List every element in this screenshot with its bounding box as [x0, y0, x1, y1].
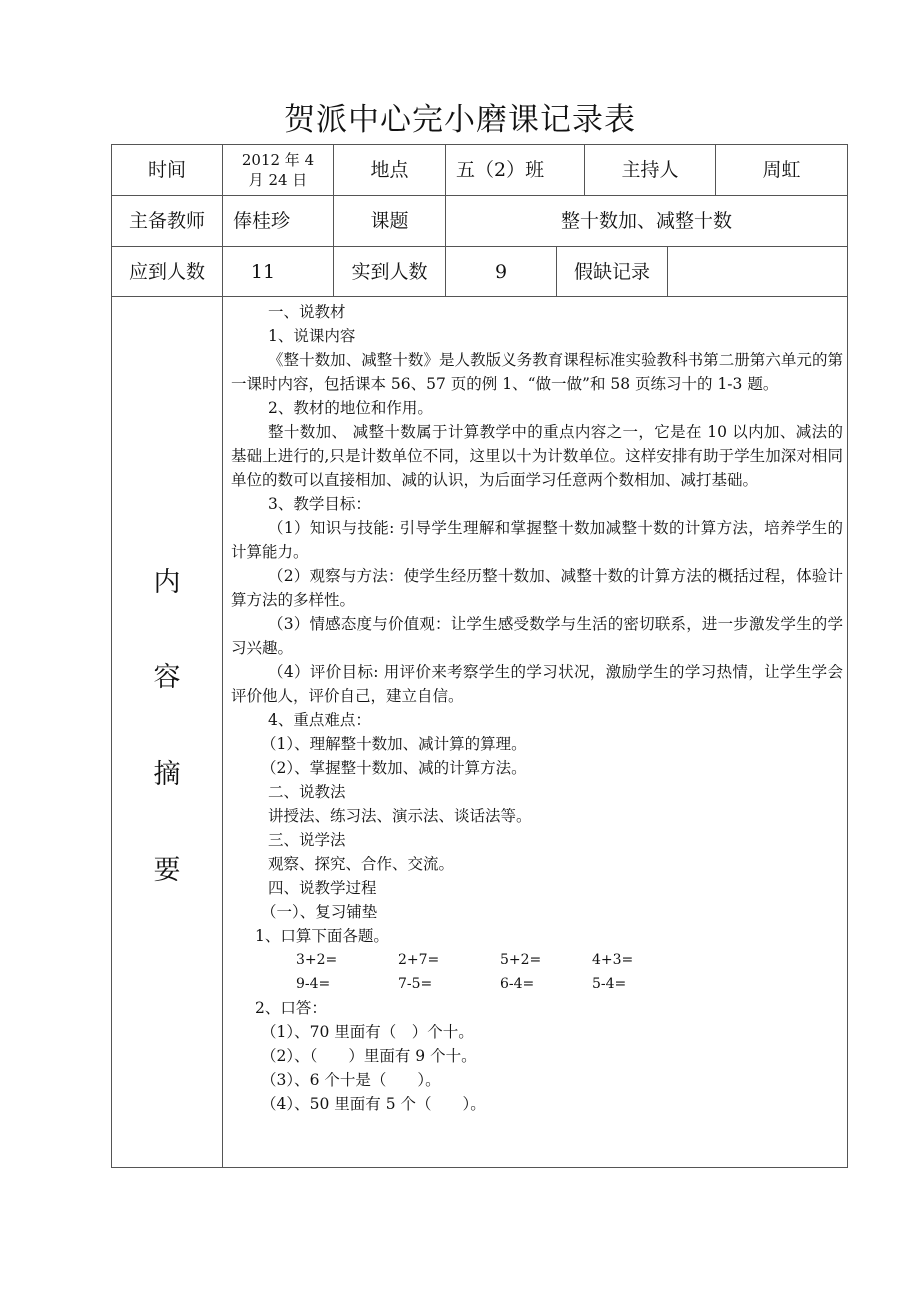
- exercise-heading: 2、口答：: [255, 999, 327, 1017]
- section-heading: 三、说学法: [268, 831, 346, 849]
- subsection-heading: 1、说课内容: [268, 327, 356, 345]
- place-value: 五（2）班: [456, 159, 545, 181]
- host-label: 主持人: [621, 159, 679, 181]
- goal-item: （3）情感态度与价值观：让学生感受数学与生活的密切联系，进一步激发学生的学习兴趣。: [231, 615, 843, 657]
- document-title: 贺派中心完小磨课记录表: [284, 102, 636, 138]
- calc-item: 2+7=: [398, 952, 440, 968]
- section-heading: 二、说教法: [268, 783, 346, 801]
- exercise-heading: 1、口算下面各题。: [255, 927, 389, 945]
- paragraph: 整十数加、 减整十数属于计算教学中的重点内容之一，它是在 10 以内加、减法的基础上进行的,只是计数单位不同，这里以十为计数单位。这样安排有助于学生加深对相同单位的数可以直接相加、减的认识，为后面学习任意两个数相加、减打基础。: [231, 423, 843, 489]
- section-heading: 四、说教学过程: [268, 879, 377, 897]
- calc-item: 9-4=: [296, 976, 331, 992]
- absence-value: [668, 247, 847, 296]
- summary-label-char: 内: [153, 567, 181, 598]
- actual-count-label: 实到人数: [351, 260, 428, 283]
- oral-question: （2）、（ ）里面有 9 个十。: [261, 1047, 477, 1065]
- absence-label: 假缺记录: [573, 260, 650, 283]
- topic-value: 整十数加、减整十数: [560, 210, 732, 232]
- place-label: 地点: [370, 159, 409, 181]
- subsection-heading: （一）、复习铺垫: [261, 903, 378, 921]
- time-label: 时间: [147, 159, 186, 181]
- subsection-heading: 3、教学目标：: [268, 495, 371, 513]
- summary-content: [231, 300, 843, 1116]
- actual-count-value: 9: [494, 260, 508, 283]
- expected-count-label: 应到人数: [128, 260, 205, 283]
- goal-item: （1）知识与技能: 引导学生理解和掌握整十数加减整十数的计算方法，培养学生的计算能力。: [231, 519, 843, 561]
- section-heading: 一、说教材: [268, 303, 346, 321]
- key-point-item: （1）、理解整十数加、减计算的算理。: [261, 735, 527, 753]
- col-divider: [222, 144, 223, 1168]
- calc-row: [231, 972, 843, 996]
- date-text: [242, 150, 314, 190]
- expected-count-value: 11: [250, 260, 276, 283]
- oral-question: （3）、6 个十是（ ）。: [261, 1071, 441, 1089]
- teacher-label: 主备教师: [128, 210, 205, 232]
- summary-label-char: 要: [153, 855, 181, 886]
- host-value: 周虹: [762, 159, 801, 181]
- table-border-right: [847, 144, 848, 1168]
- calc-item: 5+2=: [500, 952, 542, 968]
- calc-item: 4+3=: [592, 952, 634, 968]
- key-point-item: （2）、掌握整十数加、减的计算方法。: [261, 759, 527, 777]
- paragraph: 《整十数加、减整十数》是人教版义务教育课程标准实验教科书第二册第六单元的第一课时内容，包括课本 56、57 页的例 1、“做一做”和 58 页练习十的 1-3 题。: [231, 351, 843, 393]
- time-value: [223, 145, 333, 195]
- paragraph: 观察、探究、合作、交流。: [268, 855, 455, 873]
- summary-label-char: 摘: [153, 759, 181, 790]
- calc-item: 5-4=: [592, 976, 627, 992]
- goal-item: （2）观察与方法：使学生经历整十数加、减整十数的计算方法的概括过程，体验计算方法的多样性。: [231, 567, 843, 609]
- subsection-heading: 4、重点难点：: [268, 711, 371, 729]
- calc-item: 6-4=: [500, 976, 535, 992]
- oral-question: （1）、70 里面有（ ）个十。: [261, 1023, 474, 1041]
- teacher-value: 俸桂珍: [233, 210, 291, 232]
- topic-label: 课题: [370, 210, 409, 232]
- date-line-2: 月 24 日: [248, 171, 308, 189]
- date-line-1: 2012 年 4: [241, 151, 315, 169]
- calc-row: [231, 948, 843, 972]
- calc-item: 7-5=: [398, 976, 433, 992]
- subsection-heading: 2、教材的地位和作用。: [268, 399, 433, 417]
- calc-item: 3+2=: [296, 952, 338, 968]
- paragraph: 讲授法、练习法、演示法、谈话法等。: [268, 807, 532, 825]
- summary-label-char: 容: [153, 662, 181, 693]
- oral-question: （4）、50 里面有 5 个（ ）。: [261, 1095, 486, 1113]
- goal-item: （4）评价目标: 用评价来考察学生的学习状况，激励学生的学习热情，让学生学会评价他人，评价自己，建立自信。: [231, 663, 843, 705]
